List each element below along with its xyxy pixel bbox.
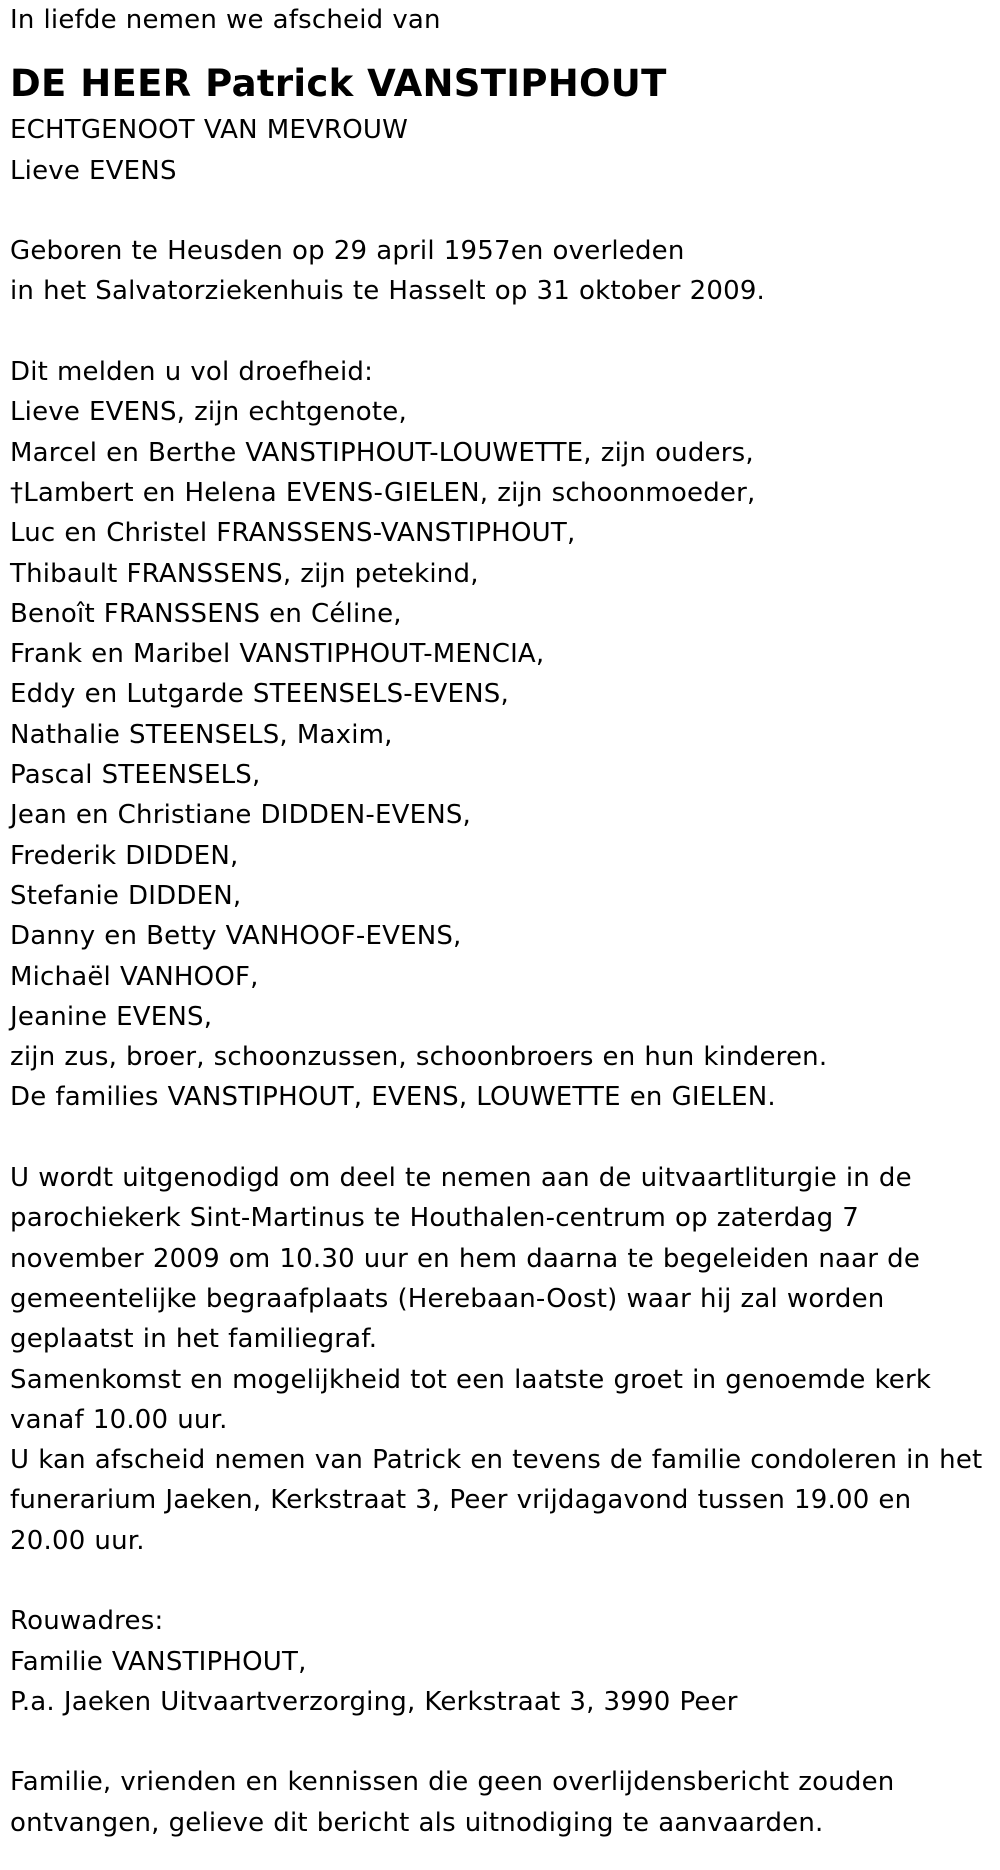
death-notice — [10, 0, 995, 1843]
deceased-name: DE HEER Patrick VANSTIPHOUT — [10, 62, 667, 106]
mourner-line: Danny en Betty VANHOOF-EVENS, — [10, 921, 462, 952]
mourner-line: Michaël VANHOOF, — [10, 961, 259, 992]
mourner-line: Lieve EVENS, zijn echtgenote, — [10, 397, 407, 428]
mourner-line: Nathalie STEENSELS, Maxim, — [10, 719, 393, 750]
ceremony-line: november 2009 om 10.30 uur en hem daarna te begeleiden naar de — [10, 1243, 921, 1274]
mourner-line: Marcel en Berthe VANSTIPHOUT-LOUWETTE, zijn ouders, — [10, 437, 754, 468]
mourner-line: Thibault FRANSSENS, zijn petekind, — [10, 558, 479, 589]
ceremony-line: U kan afscheid nemen van Patrick en tevens de familie condoleren in het — [10, 1445, 983, 1476]
ceremony-block — [10, 1158, 995, 1561]
spacer — [10, 1561, 995, 1601]
ceremony-line: Samenkomst en mogelijkheid tot een laatste groet in genoemde kerk — [10, 1364, 932, 1395]
address-line: Familie VANSTIPHOUT, — [10, 1646, 307, 1677]
mourner-line: Jeanine EVENS, — [10, 1001, 213, 1032]
spacer — [10, 191, 995, 231]
ceremony-line: 20.00 uur. — [10, 1525, 145, 1556]
address-label: Rouwadres: — [10, 1606, 164, 1637]
ceremony-line: U wordt uitgenodigd om deel te nemen aan de uitvaartliturgie in de — [10, 1163, 912, 1194]
mourners-intro: Dit melden u vol droefheid: — [10, 357, 374, 388]
intro-text: In liefde nemen we afscheid van — [10, 5, 441, 35]
birth-death-line: Geboren te Heusden op 29 april 1957en overleden — [10, 236, 685, 267]
mourner-line: Frank en Maribel VANSTIPHOUT-MENCIA, — [10, 639, 545, 670]
closing-line: ontvangen, gelieve dit bericht als uitnodiging te aanvaarden. — [10, 1807, 824, 1838]
spouse-label: ECHTGENOOT VAN MEVROUW — [10, 115, 409, 146]
spouse-name: Lieve EVENS — [10, 155, 177, 186]
birth-death-line: in het Salvatorziekenhuis te Hasselt op 31 oktober 2009. — [10, 276, 766, 307]
ceremony-line: geplaatst in het familiegraf. — [10, 1324, 378, 1355]
mourner-line: Benoît FRANSSENS en Céline, — [10, 598, 402, 629]
closing-block — [10, 1762, 995, 1843]
mourner-line: De families VANSTIPHOUT, EVENS, LOUWETTE en GIELEN. — [10, 1082, 776, 1113]
ceremony-line: gemeentelijke begraafplaats (Herebaan-Oost) waar hij zal worden — [10, 1283, 885, 1314]
mourner-line: zijn zus, broer, schoonzussen, schoonbroers en hun kinderen. — [10, 1042, 828, 1073]
address-line: P.a. Jaeken Uitvaartverzorging, Kerkstraat 3, 3990 Peer — [10, 1686, 738, 1717]
mourner-line: Stefanie DIDDEN, — [10, 880, 242, 911]
ceremony-line: funerarium Jaeken, Kerkstraat 3, Peer vrijdagavond tussen 19.00 en — [10, 1485, 912, 1516]
mourner-line: Frederik DIDDEN, — [10, 840, 239, 871]
ceremony-line: parochiekerk Sint-Martinus te Houthalen-centrum op zaterdag 7 — [10, 1203, 860, 1234]
mourner-line: Eddy en Lutgarde STEENSELS-EVENS, — [10, 679, 509, 710]
mourner-line: Jean en Christiane DIDDEN-EVENS, — [10, 800, 472, 831]
birth-death-block — [10, 231, 995, 312]
closing-line: Familie, vrienden en kennissen die geen overlijdensbericht zouden — [10, 1767, 895, 1798]
spacer — [10, 312, 995, 352]
spacer — [10, 1118, 995, 1158]
mourners-list — [10, 392, 995, 1117]
mourner-line: Luc en Christel FRANSSENS-VANSTIPHOUT, — [10, 518, 576, 549]
address-block — [10, 1601, 995, 1722]
mourner-line: Pascal STEENSELS, — [10, 760, 261, 791]
ceremony-line: vanaf 10.00 uur. — [10, 1404, 228, 1435]
mourner-line: †Lambert en Helena EVENS-GIELEN, zijn schoonmoeder, — [10, 477, 756, 508]
spacer — [10, 1722, 995, 1762]
